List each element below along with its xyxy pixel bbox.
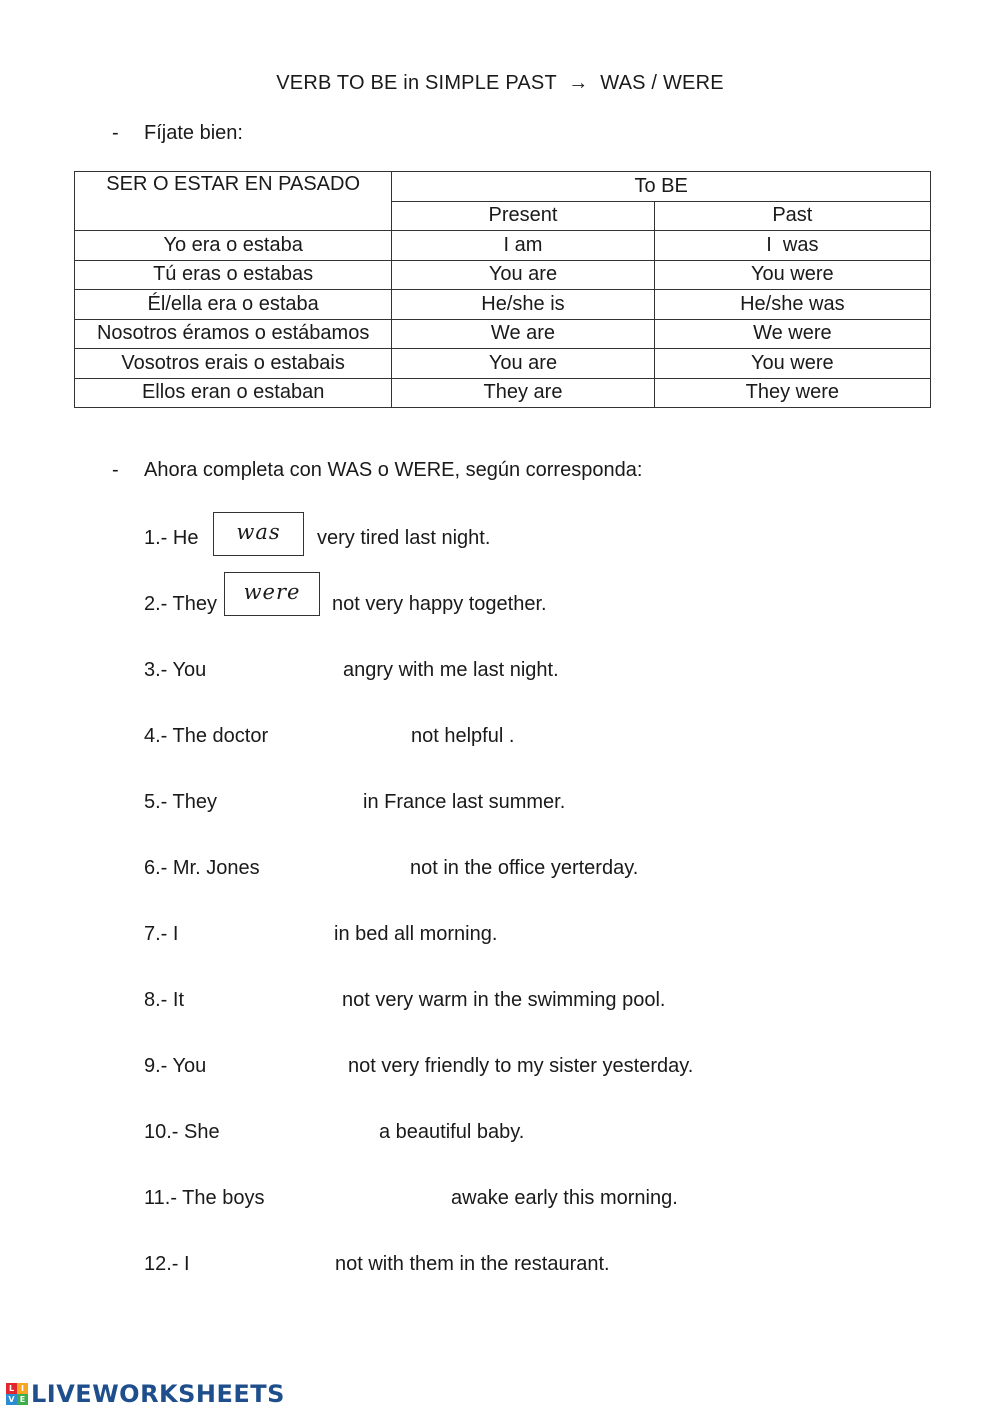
table-row	[75, 319, 931, 349]
cell-present: You are	[392, 260, 654, 290]
logo-letter: I	[17, 1383, 28, 1394]
exercise-prompt: 10.- She	[144, 1121, 220, 1143]
title-left: VERB TO BE in SIMPLE PAST	[276, 72, 557, 94]
cell-spanish: Él/ella era o estaba	[75, 290, 392, 320]
header-past: Past	[654, 201, 930, 231]
exercise-item	[144, 580, 547, 626]
cell-past: I was	[654, 231, 930, 261]
exercise-prompt: 2.- They	[144, 593, 217, 615]
answer-box[interactable]	[244, 780, 356, 824]
brand-name: LIVEWORKSHEETS	[31, 1380, 285, 1408]
exercise-prompt: 7.- I	[144, 923, 179, 945]
exercise-prompt: 6.- Mr. Jones	[144, 857, 260, 879]
answer-box[interactable]	[229, 1044, 341, 1088]
instruction-text: Ahora completa con WAS o WERE, según corresponda:	[144, 459, 643, 481]
answer-box[interactable]	[304, 1176, 436, 1220]
header-present: Present	[392, 201, 654, 231]
page-title	[0, 72, 1000, 95]
cell-present: You are	[392, 349, 654, 379]
exercise-prompt: 3.- You	[144, 659, 207, 681]
cell-present: They are	[392, 378, 654, 408]
title-right: WAS / WERE	[600, 72, 724, 94]
header-spanish: SER O ESTAR EN PASADO	[75, 172, 392, 231]
exercise-rest: not very friendly to my sister yesterday.	[348, 1055, 694, 1077]
cell-past: They were	[654, 378, 930, 408]
exercise-item	[144, 978, 666, 1022]
exercise-rest: not very happy together.	[332, 593, 547, 615]
answer-box[interactable]	[214, 912, 326, 956]
cell-spanish: Vosotros erais o estabais	[75, 349, 392, 379]
cell-past: We were	[654, 319, 930, 349]
exercise-item	[144, 648, 559, 692]
logo-letter: L	[6, 1383, 17, 1394]
liveworksheets-logo[interactable]	[6, 1380, 285, 1408]
cell-past: You were	[654, 260, 930, 290]
exercise-rest: in France last summer.	[363, 791, 566, 813]
answer-box[interactable]	[294, 714, 406, 758]
cell-spanish: Nosotros éramos o estábamos	[75, 319, 392, 349]
exercise-prompt: 5.- They	[144, 791, 217, 813]
exercise-item	[144, 1044, 694, 1088]
exercise-item	[144, 846, 639, 890]
intro-text: Fíjate bien:	[144, 122, 243, 144]
answer-box[interactable]	[224, 978, 336, 1022]
exercise-rest: angry with me last night.	[343, 659, 559, 681]
cell-spanish: Yo era o estaba	[75, 231, 392, 261]
exercise-rest: not very warm in the swimming pool.	[342, 989, 666, 1011]
arrow-right-icon: →	[568, 72, 589, 94]
exercise-item	[144, 1242, 610, 1286]
exercise-prompt: 12.- I	[144, 1253, 190, 1275]
table-row	[75, 260, 931, 290]
answer-box[interactable]	[289, 846, 401, 890]
exercise-rest: in bed all morning.	[334, 923, 498, 945]
cell-spanish: Ellos eran o estaban	[75, 378, 392, 408]
cell-present: He/she is	[392, 290, 654, 320]
logo-letter: E	[17, 1394, 28, 1405]
cell-past: He/she was	[654, 290, 930, 320]
cell-present: We are	[392, 319, 654, 349]
cell-past: You were	[654, 349, 930, 379]
table-row	[75, 349, 931, 379]
exercise-prompt: 9.- You	[144, 1055, 207, 1077]
header-to-be: To BE	[392, 172, 931, 202]
answer-box[interactable]	[226, 648, 338, 692]
exercise-rest: not helpful .	[411, 725, 515, 747]
exercise-item	[144, 912, 498, 956]
exercise-item	[144, 516, 491, 560]
intro-line	[112, 122, 243, 145]
answer-box[interactable]	[249, 1110, 371, 1154]
logo-letter: V	[6, 1394, 17, 1405]
exercise-prompt: 8.- It	[144, 989, 185, 1011]
table-row	[75, 231, 931, 261]
exercise-item	[144, 780, 566, 824]
exercise-prompt: 4.- The doctor	[144, 725, 269, 747]
exercise-prompt: 1.- He	[144, 527, 199, 549]
bullet-dash: -	[112, 459, 119, 481]
exercise-rest: awake early this morning.	[451, 1187, 678, 1209]
table-row	[75, 378, 931, 408]
answer-box[interactable]	[219, 1242, 331, 1286]
bullet-dash: -	[112, 122, 119, 144]
exercise-prompt: 11.- The boys	[144, 1187, 265, 1209]
exercise-item	[144, 1110, 525, 1154]
exercise-rest: not with them in the restaurant.	[335, 1253, 610, 1275]
cell-present: I am	[392, 231, 654, 261]
instruction-line	[112, 459, 642, 482]
exercise-item	[144, 714, 515, 758]
logo-mark-icon	[6, 1383, 28, 1405]
conjugation-table	[74, 171, 931, 408]
cell-spanish: Tú eras o estabas	[75, 260, 392, 290]
exercise-item	[144, 1176, 678, 1220]
answer-box[interactable]: were	[224, 572, 320, 616]
exercise-rest: a beautiful baby.	[379, 1121, 525, 1143]
table-row	[75, 290, 931, 320]
exercise-rest: not in the office yerterday.	[410, 857, 639, 879]
exercise-rest: very tired last night.	[317, 527, 491, 549]
answer-box[interactable]: was	[213, 512, 304, 556]
